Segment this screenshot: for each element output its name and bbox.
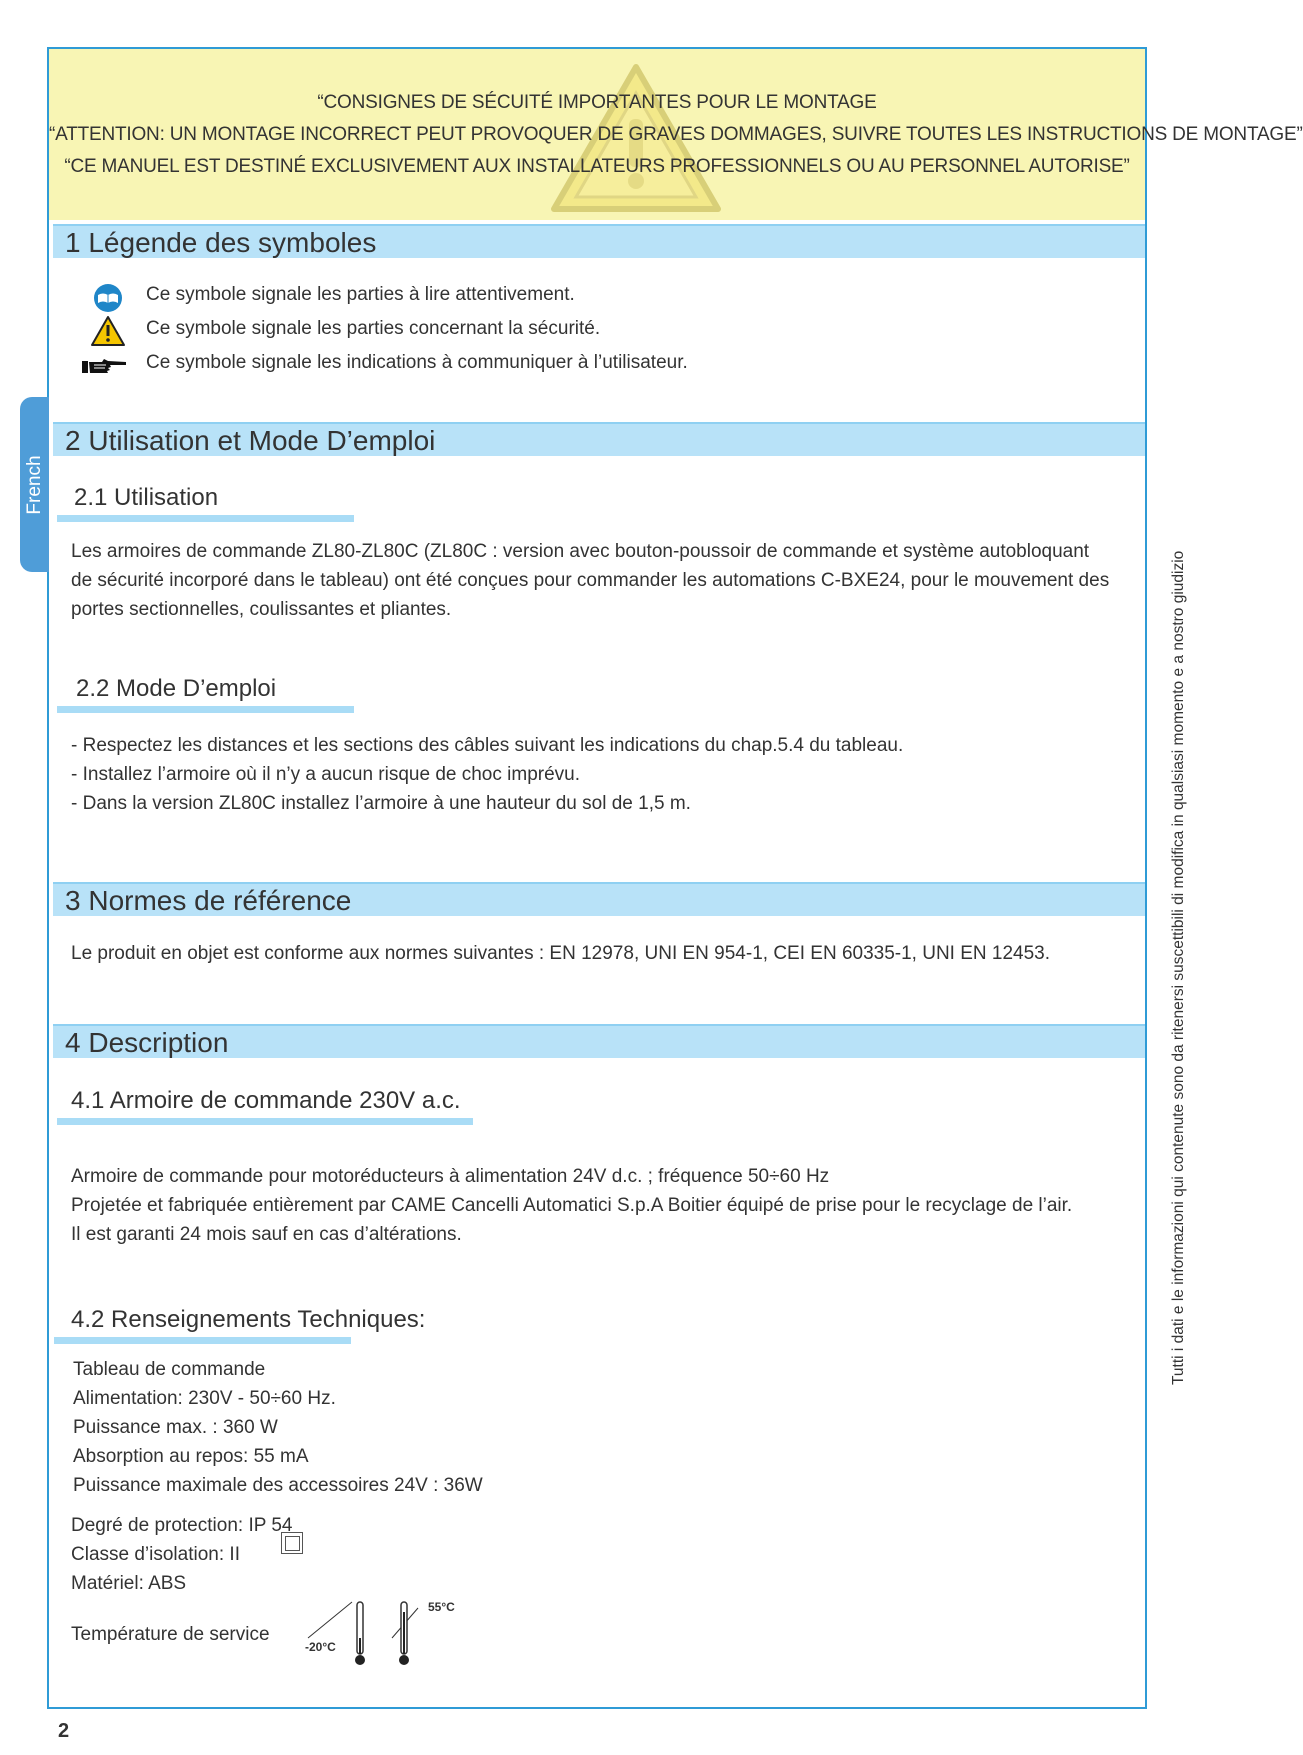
double-insulation-icon: [281, 1532, 303, 1554]
paragraph-line: Le produit en objet est conforme aux normes suivantes : EN 12978, UNI EN 954-1, CEI EN 60335-1, UNI EN 12453.: [71, 943, 1051, 964]
warning-line: “CE MANUEL EST DESTINÉ EXCLUSIVEMENT AUX INSTALLATEURS PROFESSIONNELS OU AU PERSONNEL AUTORISE”: [64, 156, 1130, 177]
paragraph-line: Armoire de commande pour motoréducteurs à alimentation 24V d.c. ; fréquence 50÷60 Hz: [71, 1166, 830, 1187]
warning-line: “CONSIGNES DE SÉCUITÉ IMPORTANTES POUR LE MONTAGE: [317, 92, 877, 113]
paragraph-line: portes sectionnelles, coulissantes et pliantes.: [71, 599, 452, 620]
paragraph-line: - Dans la version ZL80C installez l’armoire à une hauteur du sol de 1,5 m.: [71, 793, 691, 814]
subsection-underline: [57, 1118, 473, 1125]
spec-line: Alimentation: 230V - 50÷60 Hz.: [73, 1388, 336, 1409]
temp-max-label: 55°C: [428, 1600, 455, 1614]
subsection-underline: [54, 1337, 351, 1344]
spec-list: [73, 1355, 483, 1500]
subsection-underline: [57, 706, 354, 713]
paragraph: [71, 731, 903, 818]
book-icon: [90, 282, 130, 312]
spec-line: Classe d’isolation: II: [71, 1544, 240, 1565]
section-heading: 1 Légende des symboles: [53, 224, 1145, 258]
legend-text: Ce symbole signale les indications à communiquer à l’utilisateur.: [146, 352, 688, 373]
subsection-heading: 2.2 Mode D’emploi: [76, 675, 277, 702]
paragraph: [71, 1162, 1072, 1249]
spec-line: Degré de protection: IP 54: [71, 1515, 293, 1536]
language-tab-label: French: [23, 454, 45, 515]
paragraph-line: Il est garanti 24 mois sauf en cas d’altérations.: [71, 1224, 462, 1245]
spec-line: Matériel: ABS: [71, 1573, 187, 1594]
spec-list: [71, 1511, 292, 1598]
paragraph: [71, 939, 1050, 968]
paragraph-line: - Respectez les distances et les sections des câbles suivant les indications du chap.5.4 du tableau.: [71, 735, 904, 756]
legend-text: Ce symbole signale les parties à lire attentivement.: [146, 284, 575, 305]
vertical-disclaimer: Tutti i dati e le informazioni qui contenute sono da ritenersi suscettibili di modifica in qualsiasi momento e a nostro giudizio: [1170, 550, 1187, 1385]
paragraph-line: de sécurité incorporé dans le tableau) ont été conçues pour commander les automations C-BXE24, pour le mouvement des: [71, 570, 1110, 591]
section-heading: 2 Utilisation et Mode D’emploi: [53, 422, 1145, 456]
warning-text: [49, 87, 1303, 183]
subsection-heading: 4.2 Renseignements Techniques:: [71, 1306, 426, 1333]
spec-line: Puissance max. : 360 W: [73, 1417, 278, 1438]
legend-text: Ce symbole signale les parties concernant la sécurité.: [146, 318, 601, 339]
paragraph: [71, 537, 1109, 624]
paragraph-line: Projetée et fabriquée entièrement par CAME Cancelli Automatici S.p.A Boitier équipé de prise pour le recyclage de l’air.: [71, 1195, 1073, 1216]
spec-line: Tableau de commande: [73, 1359, 266, 1380]
spec-line: Puissance maximale des accessoires 24V : 36W: [73, 1475, 483, 1496]
paragraph-line: - Installez l’armoire où il n’y a aucun risque de choc imprévu.: [71, 764, 581, 785]
page-number: 2: [58, 1720, 70, 1742]
subsection-heading: 2.1 Utilisation: [74, 484, 219, 511]
pointing-hand-icon: [80, 350, 130, 380]
spec-line: Absorption au repos: 55 mA: [73, 1446, 309, 1467]
temp-min-label: -20°C: [305, 1640, 336, 1654]
language-tab[interactable]: [20, 397, 49, 572]
warning-line: “ATTENTION: UN MONTAGE INCORRECT PEUT PROVOQUER DE GRAVES DOMMAGES, SUIVRE TOUTES LES INSTRUCTIONS DE MONTAGE”: [49, 124, 1303, 145]
thermometer-icons: [300, 1598, 440, 1670]
warning-icon: [90, 316, 130, 346]
subsection-heading: 4.1 Armoire de commande 230V a.c.: [71, 1087, 461, 1114]
paragraph-line: Les armoires de commande ZL80-ZL80C (ZL80C : version avec bouton-poussoir de commande et système autobloquant: [71, 541, 1090, 562]
section-heading: 4 Description: [53, 1024, 1145, 1058]
spec-line: Température de service: [71, 1624, 270, 1645]
subsection-underline: [57, 515, 354, 522]
safety-warning-banner: [49, 49, 1303, 220]
section-heading: 3 Normes de référence: [53, 882, 1145, 916]
